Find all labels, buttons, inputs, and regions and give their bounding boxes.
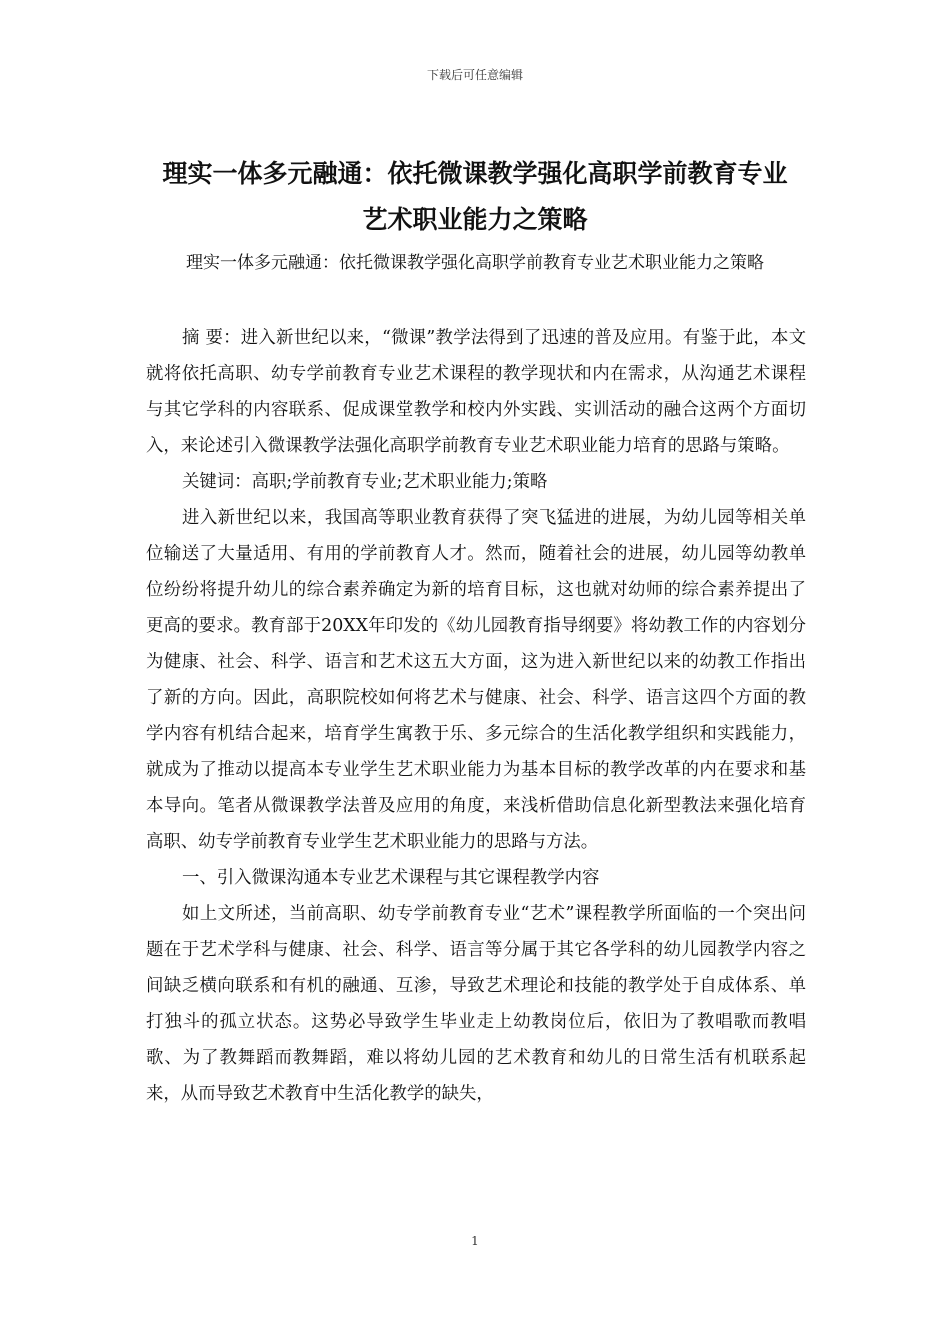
abstract-paragraph: 摘 要：进入新世纪以来，“微课”教学法得到了迅速的普及应用。有鉴于此，本文就将依托高职、幼专学前教育专业艺术课程的教学现状和内在需求，从沟通艺术课程与其它学科的内容联系、促成课堂教学和校内外实践、实训活动的融合这两个方面切入，来论述引入微课教学法强化高职学前教育专业艺术职业能力培育的思路与策略。 [146,328,806,456]
subtitle: 理实一体多元融通：依托微课教学强化高职学前教育专业艺术职业能力之策略 [186,253,764,273]
body-text [146,320,806,1112]
page-number: 1 [471,1234,479,1248]
section-paragraph: 如上文所述，当前高职、幼专学前教育专业“艺术”课程教学所面临的一个突出问题在于艺术学科与健康、社会、科学、语言等分属于其它各学科的幼儿园教学内容之间缺乏横向联系和有机的融通、互渗，导致艺术理论和技能的教学处于自成体系、单打独斗的孤立状态。这势必导致学生毕业走上幼教岗位后，依旧为了教唱歌而教唱歌、为了教舞蹈而教舞蹈，难以将幼儿园的艺术教育和幼儿的日常生活有机联系起来，从而导致艺术教育中生活化教学的缺失， [146,904,806,1104]
section-heading: 一、引入微课沟通本专业艺术课程与其它课程教学内容 [182,868,600,888]
title-line-2: 艺术职业能力之策略 [362,205,588,234]
intro-paragraph: 进入新世纪以来，我国高等职业教育获得了突飞猛进的进展，为幼儿园等相关单位输送了大量适用、有用的学前教育人才。然而，随着社会的进展，幼儿园等幼教单位纷纷将提升幼儿的综合素养确定为新的培育目标，这也就对幼师的综合素养提出了更高的要求。教育部于20XX年印发的《幼儿园教育指导纲要》将幼教工作的内容划分为健康、社会、科学、语言和艺术这五大方面，这为进入新世纪以来的幼教工作指出了新的方向。因此，高职院校如何将艺术与健康、社会、科学、语言这四个方面的教学内容有机结合起来，培育学生寓教于乐、多元综合的生活化教学组织和实践能力，就成为了推动以提高本专业学生艺术职业能力为基本目标的教学改革的内在要求和基本导向。笔者从微课教学法普及应用的角度，来浅析借助信息化新型教法来强化培育高职、幼专学前教育专业学生艺术职业能力的思路与方法。 [146,508,806,852]
keywords-paragraph: 关键词：高职;学前教育专业;艺术职业能力;策略 [182,472,548,492]
header-note: 下载后可任意编辑 [426,68,523,82]
title-line-1: 理实一体多元融通：依托微课教学强化高职学前教育专业 [162,159,788,188]
